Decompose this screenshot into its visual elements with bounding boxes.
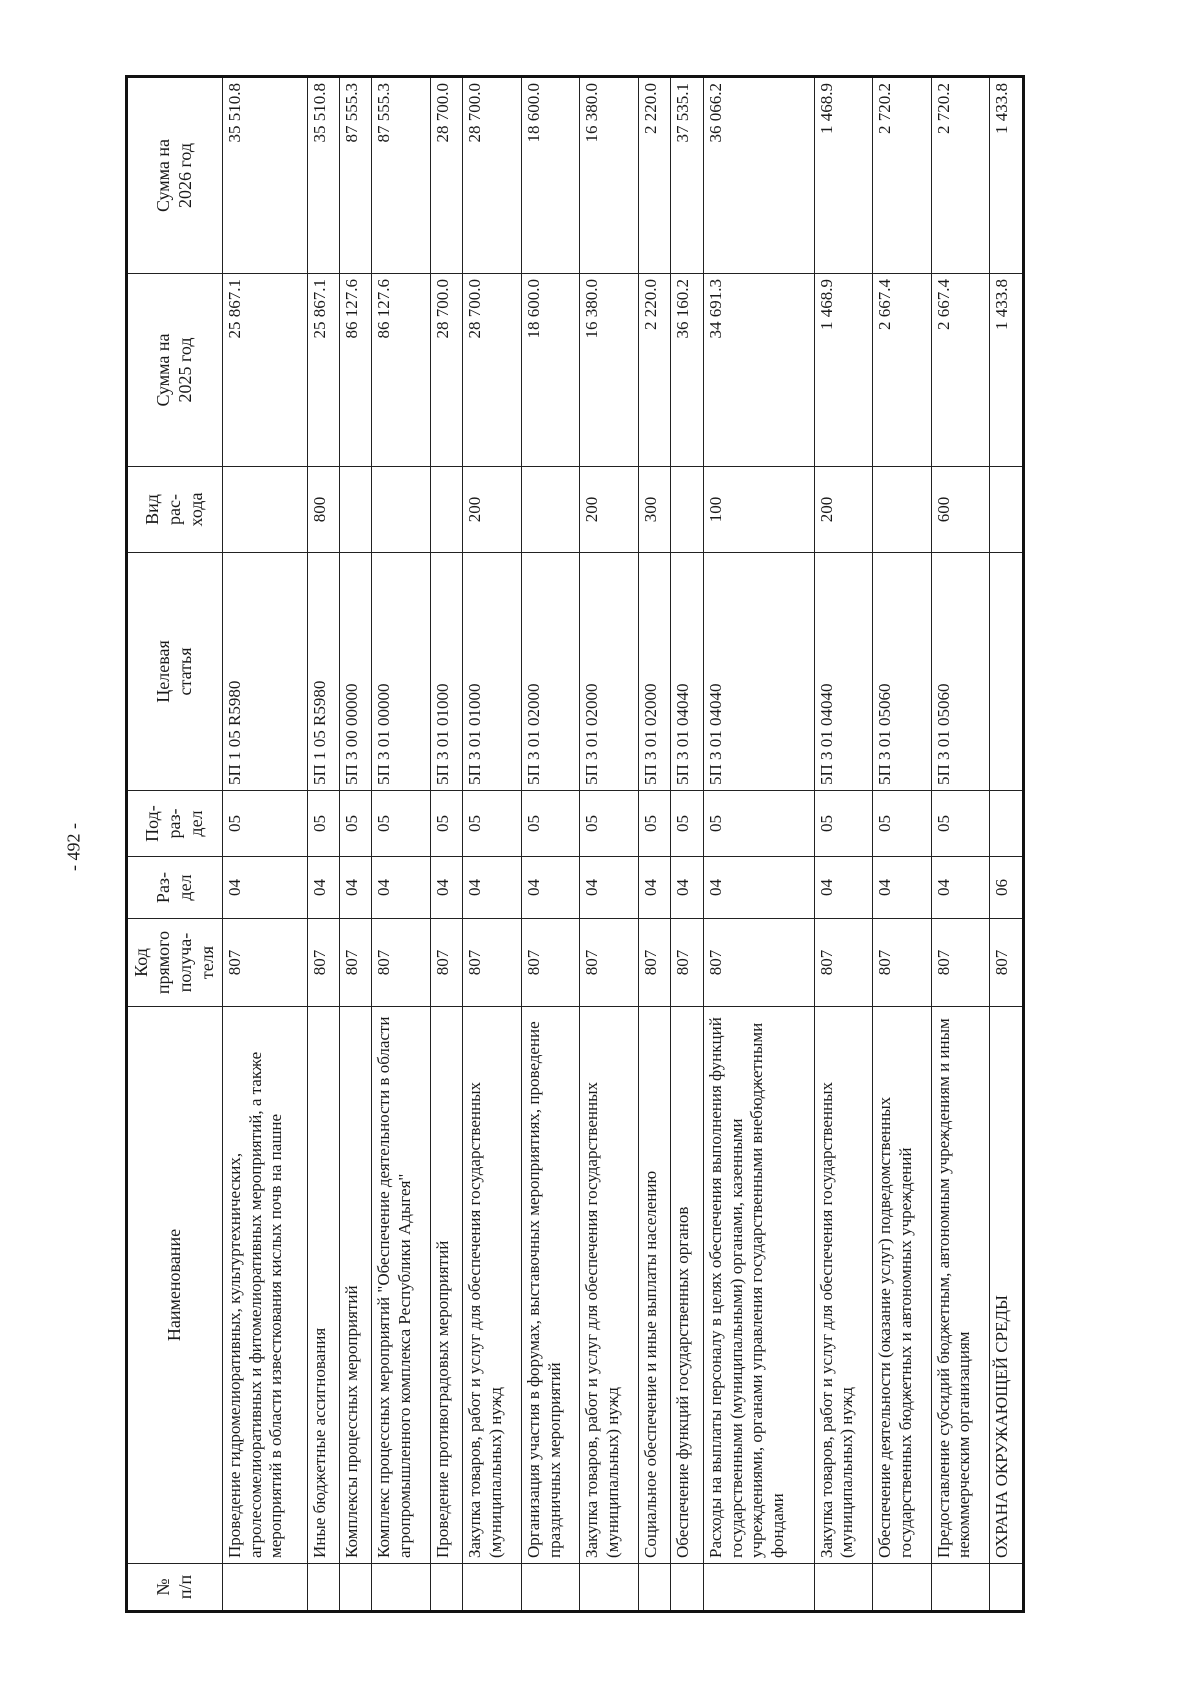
- cell-expense: 300: [639, 467, 671, 553]
- cell-sum2025: 16 380.0: [580, 274, 639, 467]
- table-row: [580, 77, 639, 1612]
- cell-target: 5П 1 05 R5980: [223, 553, 308, 791]
- cell-sum2025: 28 700.0: [463, 274, 522, 467]
- table-row: [307, 77, 339, 1612]
- cell-subsection: 05: [431, 791, 463, 857]
- cell-sum2026: 1 468.9: [814, 77, 873, 274]
- cell-name: Обеспечение деятельности (оказание услуг) подведомственных государственных бюджетных и автономных учреждений: [873, 1007, 932, 1564]
- cell-sum2025: 34 691.3: [703, 274, 814, 467]
- cell-subsection: 05: [223, 791, 308, 857]
- cell-target: 5П 3 01 01000: [463, 553, 522, 791]
- cell-code: 807: [223, 919, 308, 1007]
- cell-target: 5П 3 01 05060: [931, 553, 990, 791]
- cell-idx: [814, 1564, 873, 1612]
- cell-section: 04: [703, 857, 814, 919]
- cell-sum2026: 2 720.2: [873, 77, 932, 274]
- cell-code: 807: [873, 919, 932, 1007]
- cell-expense: [671, 467, 703, 553]
- header-expense: Вид рас- хода: [127, 467, 223, 553]
- cell-target: 5П 3 01 02000: [639, 553, 671, 791]
- cell-idx: [931, 1564, 990, 1612]
- table-row: [223, 77, 308, 1612]
- cell-sum2025: 86 127.6: [340, 274, 372, 467]
- cell-expense: 200: [814, 467, 873, 553]
- cell-section: 04: [521, 857, 580, 919]
- cell-expense: 200: [580, 467, 639, 553]
- cell-section: 04: [431, 857, 463, 919]
- cell-subsection: 05: [931, 791, 990, 857]
- cell-section: 06: [990, 857, 1024, 919]
- table-row: [340, 77, 372, 1612]
- cell-sum2026: 1 433.8: [990, 77, 1024, 274]
- cell-subsection: 05: [671, 791, 703, 857]
- cell-idx: [990, 1564, 1024, 1612]
- cell-subsection: 05: [307, 791, 339, 857]
- cell-code: 807: [931, 919, 990, 1007]
- cell-sum2025: 2 667.4: [931, 274, 990, 467]
- cell-sum2025: 18 600.0: [521, 274, 580, 467]
- cell-expense: [223, 467, 308, 553]
- cell-name: Комплексы процессных мероприятий: [340, 1007, 372, 1564]
- header-code: Код прямого получа- теля: [127, 919, 223, 1007]
- cell-subsection: 05: [703, 791, 814, 857]
- cell-subsection: 05: [873, 791, 932, 857]
- cell-expense: [990, 467, 1024, 553]
- cell-idx: [372, 1564, 431, 1612]
- cell-sum2026: 28 700.0: [463, 77, 522, 274]
- budget-table: [125, 75, 1025, 1613]
- cell-target: 5П 3 01 01000: [431, 553, 463, 791]
- cell-sum2026: 35 510.8: [307, 77, 339, 274]
- cell-target: 5П 1 05 R5980: [307, 553, 339, 791]
- cell-name: Иные бюджетные ассигнования: [307, 1007, 339, 1564]
- cell-expense: 800: [307, 467, 339, 553]
- cell-subsection: 05: [580, 791, 639, 857]
- table-row: [639, 77, 671, 1612]
- cell-subsection: 05: [521, 791, 580, 857]
- cell-code: 807: [639, 919, 671, 1007]
- header-name: Наименование: [127, 1007, 223, 1564]
- cell-name: Закупка товаров, работ и услуг для обеспечения государственных (муниципальных) нужд: [580, 1007, 639, 1564]
- cell-sum2026: 16 380.0: [580, 77, 639, 274]
- cell-idx: [671, 1564, 703, 1612]
- cell-sum2025: 86 127.6: [372, 274, 431, 467]
- cell-subsection: 05: [340, 791, 372, 857]
- table-row: [873, 77, 932, 1612]
- cell-subsection: 05: [639, 791, 671, 857]
- cell-target: 5П 3 00 00000: [340, 553, 372, 791]
- cell-code: 807: [580, 919, 639, 1007]
- table-row: [431, 77, 463, 1612]
- cell-expense: [340, 467, 372, 553]
- cell-sum2026: 87 555.3: [340, 77, 372, 274]
- cell-code: 807: [307, 919, 339, 1007]
- cell-code: 807: [671, 919, 703, 1007]
- cell-idx: [340, 1564, 372, 1612]
- header-sum2026: Сумма на 2026 год: [127, 77, 223, 274]
- cell-sum2026: 35 510.8: [223, 77, 308, 274]
- cell-code: 807: [340, 919, 372, 1007]
- rotated-table-container: [125, 78, 1025, 1613]
- cell-target: 5П 3 01 05060: [873, 553, 932, 791]
- cell-target: 5П 3 01 00000: [372, 553, 431, 791]
- cell-idx: [639, 1564, 671, 1612]
- cell-section: 04: [307, 857, 339, 919]
- cell-section: 04: [814, 857, 873, 919]
- cell-code: 807: [463, 919, 522, 1007]
- cell-section: 04: [372, 857, 431, 919]
- cell-code: 807: [814, 919, 873, 1007]
- table-body: [223, 77, 1024, 1612]
- cell-expense: [521, 467, 580, 553]
- cell-section: 04: [223, 857, 308, 919]
- cell-name: Социальное обеспечение и иные выплаты населению: [639, 1007, 671, 1564]
- cell-sum2025: 1 433.8: [990, 274, 1024, 467]
- cell-expense: 100: [703, 467, 814, 553]
- cell-sum2026: 18 600.0: [521, 77, 580, 274]
- cell-target: 5П 3 01 04040: [814, 553, 873, 791]
- cell-sum2025: 2 667.4: [873, 274, 932, 467]
- table-row: [372, 77, 431, 1612]
- cell-name: Предоставление субсидий бюджетным, автономным учреждениям и иным некоммерческим организациям: [931, 1007, 990, 1564]
- cell-code: 807: [990, 919, 1024, 1007]
- cell-name: Организация участия в форумах, выставочных мероприятиях, проведение праздничных мероприятий: [521, 1007, 580, 1564]
- cell-code: 807: [431, 919, 463, 1007]
- cell-idx: [521, 1564, 580, 1612]
- cell-idx: [223, 1564, 308, 1612]
- cell-target: 5П 3 01 04040: [703, 553, 814, 791]
- cell-idx: [873, 1564, 932, 1612]
- cell-subsection: 05: [814, 791, 873, 857]
- cell-section: 04: [580, 857, 639, 919]
- header-idx: № п/п: [127, 1564, 223, 1612]
- cell-name: Закупка товаров, работ и услуг для обеспечения государственных (муниципальных) нужд: [814, 1007, 873, 1564]
- cell-name: Обеспечение функций государственных органов: [671, 1007, 703, 1564]
- cell-sum2025: 25 867.1: [223, 274, 308, 467]
- cell-expense: 600: [931, 467, 990, 553]
- cell-sum2025: 1 468.9: [814, 274, 873, 467]
- header-section: Раз- дел: [127, 857, 223, 919]
- cell-section: 04: [671, 857, 703, 919]
- cell-idx: [431, 1564, 463, 1612]
- table-row: [990, 77, 1024, 1612]
- cell-section: 04: [639, 857, 671, 919]
- cell-name: Проведение противоградовых мероприятий: [431, 1007, 463, 1564]
- cell-section: 04: [340, 857, 372, 919]
- cell-idx: [463, 1564, 522, 1612]
- cell-sum2026: 28 700.0: [431, 77, 463, 274]
- table-row: [814, 77, 873, 1612]
- cell-sum2025: 36 160.2: [671, 274, 703, 467]
- table-header-row: [127, 77, 223, 1612]
- cell-target: 5П 3 01 02000: [580, 553, 639, 791]
- cell-name: ОХРАНА ОКРУЖАЮЩЕЙ СРЕДЫ: [990, 1007, 1024, 1564]
- header-target: Целевая статья: [127, 553, 223, 791]
- table-row: [703, 77, 814, 1612]
- cell-sum2025: 28 700.0: [431, 274, 463, 467]
- cell-sum2026: 2 220.0: [639, 77, 671, 274]
- cell-name: Расходы на выплаты персоналу в целях обеспечения выполнения функций государственными (муниципальными) органами, казенными учреждениями, органами управления государственными внебюджетными фондами: [703, 1007, 814, 1564]
- cell-target: [990, 553, 1024, 791]
- cell-code: 807: [703, 919, 814, 1007]
- cell-sum2026: 2 720.2: [931, 77, 990, 274]
- cell-idx: [307, 1564, 339, 1612]
- cell-expense: [873, 467, 932, 553]
- table-row: [931, 77, 990, 1612]
- cell-name: Проведение гидромелиоративных, культуртехнических, агролесомелиоративных и фитомелиоративных мероприятий, а также мероприятий в области известкования кислых почв на пашне: [223, 1007, 308, 1564]
- table-row: [463, 77, 522, 1612]
- cell-code: 807: [372, 919, 431, 1007]
- cell-name: Комплекс процессных мероприятий "Обеспечение деятельности в области агропромышленного комплекса Республики Адыгея": [372, 1007, 431, 1564]
- cell-section: 04: [931, 857, 990, 919]
- cell-sum2026: 36 066.2: [703, 77, 814, 274]
- cell-expense: [372, 467, 431, 553]
- cell-section: 04: [463, 857, 522, 919]
- cell-expense: 200: [463, 467, 522, 553]
- cell-target: 5П 3 01 02000: [521, 553, 580, 791]
- cell-sum2025: 25 867.1: [307, 274, 339, 467]
- cell-subsection: 05: [463, 791, 522, 857]
- cell-sum2025: 2 220.0: [639, 274, 671, 467]
- cell-subsection: [990, 791, 1024, 857]
- cell-idx: [703, 1564, 814, 1612]
- header-sum2025: Сумма на 2025 год: [127, 274, 223, 467]
- table-row: [671, 77, 703, 1612]
- header-subsection: Под- раз- дел: [127, 791, 223, 857]
- cell-name: Закупка товаров, работ и услуг для обеспечения государственных (муниципальных) нужд: [463, 1007, 522, 1564]
- cell-section: 04: [873, 857, 932, 919]
- cell-sum2026: 87 555.3: [372, 77, 431, 274]
- table-row: [521, 77, 580, 1612]
- page-number: - 492 -: [63, 823, 84, 871]
- cell-idx: [580, 1564, 639, 1612]
- cell-expense: [431, 467, 463, 553]
- cell-subsection: 05: [372, 791, 431, 857]
- cell-code: 807: [521, 919, 580, 1007]
- cell-sum2026: 37 535.1: [671, 77, 703, 274]
- cell-target: 5П 3 01 04040: [671, 553, 703, 791]
